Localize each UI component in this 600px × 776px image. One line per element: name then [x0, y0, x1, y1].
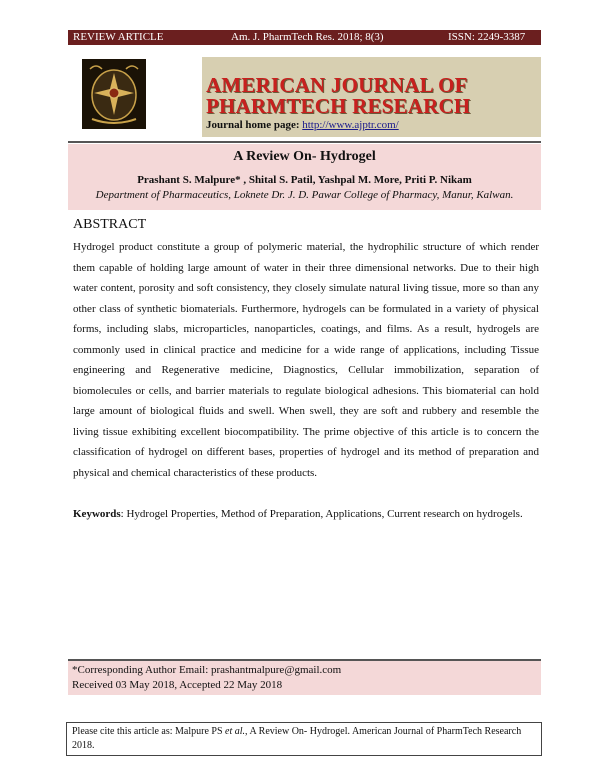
citation-box — [66, 722, 542, 756]
journal-citation: Am. J. PharmTech Res. 2018; 8(3) — [231, 31, 384, 43]
homepage-link[interactable]: http://www.ajptr.com/ — [302, 119, 399, 131]
logo-panel — [68, 51, 202, 137]
journal-title-panel — [202, 57, 541, 137]
corresponding-author: *Corresponding Author Email: prashantmalpure@gmail.com — [72, 664, 342, 676]
author-affiliation: Department of Pharmaceutics, Loknete Dr. J. D. Pawar College of Pharmacy, Manur, Kalwan. — [95, 189, 514, 201]
journal-homepage — [206, 119, 399, 131]
issn: ISSN: 2249-3387 — [448, 31, 526, 43]
article-info-panel — [68, 144, 541, 210]
journal-banner — [68, 51, 541, 137]
keywords-label: Keywords — [73, 508, 121, 520]
article-type: REVIEW ARTICLE — [73, 31, 164, 43]
author-list: Prashant S. Malpure* , Shital S. Patil, Yashpal M. More, Priti P. Nikam — [137, 174, 472, 186]
homepage-label: Journal home page: — [206, 119, 300, 131]
abstract-heading: ABSTRACT — [73, 217, 147, 232]
keywords-text: : Hydrogel Properties, Method of Preparation, Applications, Current research on hydrogels. — [120, 508, 523, 520]
journal-name-line2: PHARMTECH RESEARCH — [206, 94, 471, 118]
received-dates: Received 03 May 2018, Accepted 22 May 2018 — [72, 679, 283, 691]
citation-text — [72, 725, 534, 753]
correspondence-panel — [68, 661, 541, 695]
journal-crest-icon — [82, 59, 146, 129]
cite-etal: et al. — [225, 726, 246, 737]
journal-header-bar — [68, 30, 541, 45]
keywords — [73, 505, 539, 524]
cite-rest: , A Review On- Hydrogel. American Journal of PharmTech Research 2018. — [72, 726, 522, 751]
journal-name-line1: AMERICAN JOURNAL OF — [206, 73, 468, 97]
cite-prefix: Please cite this article as: Malpure PS — [72, 726, 226, 737]
divider — [68, 141, 541, 143]
abstract-body: Hydrogel product constitute a group of polymeric material, the hydrophilic structure of which render them capable of holding large amount of water in their three dimensional networks. Due to their high water content, porosity and soft consistency, they closely simulate natural living tissue, more so than any other class of synthetic biomaterials. Furthermore, hydrogels can be formulated in a variety of physical forms, including slabs, microparticles, nanoparticles, coatings, and films. As a result, hydrogels are commonly used in clinical practice and medicine for a wide range of applications, including Tissue engineering and Regenerative medicine, Diagnostics, Cellular immobilization, separation of biomolecules or cells, and barrier materials to regulate biological adhesions. This biomaterial can hold large amount of biological fluids and swell. When swell, they are soft and rubbery and resemble the living tissue exhibiting excellent biocompatibility. The prime objective of this article is to concern the classification of hydrogel on different bases, properties of hydrogel and its method of preparation and physical and chemical characteristics of these products. — [73, 241, 539, 479]
article-title: A Review On- Hydrogel — [233, 149, 376, 164]
